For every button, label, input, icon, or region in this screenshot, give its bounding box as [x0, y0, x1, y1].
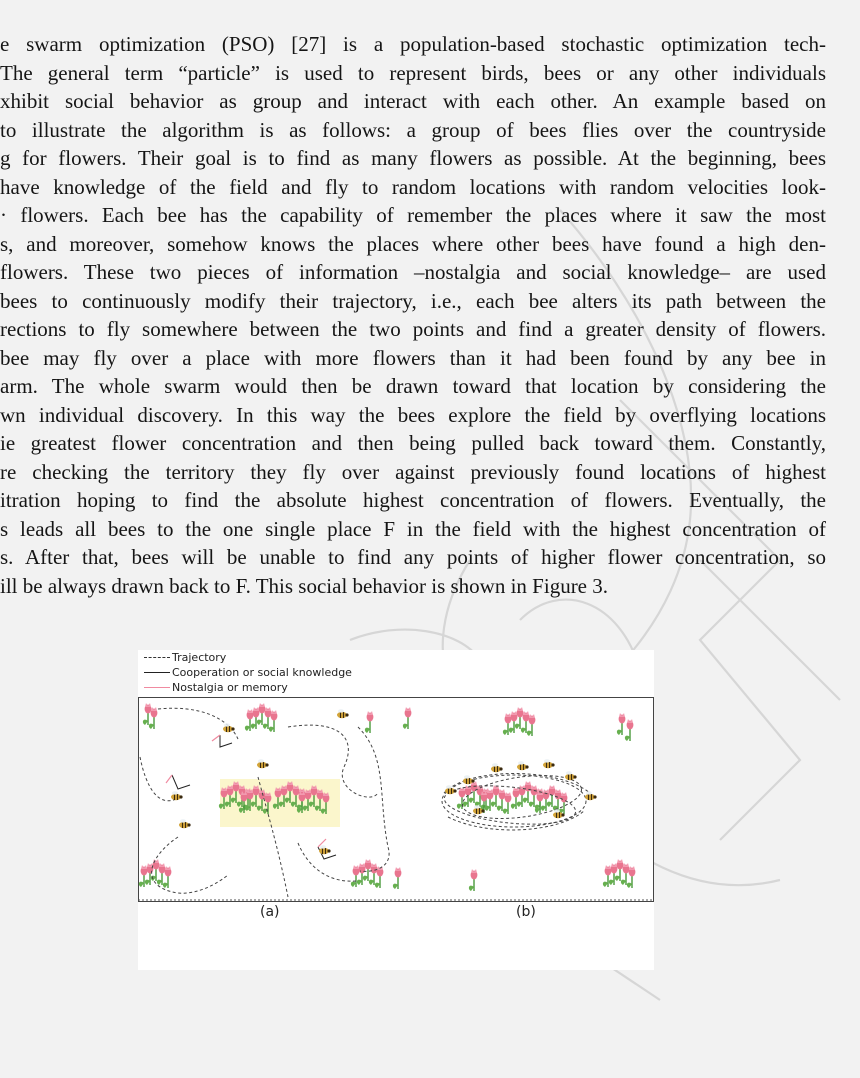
body-line: have knowledge of the field and fly to random locations with random velocities look- [0, 174, 826, 199]
body-line: arm. The whole swarm would then be drawn toward that location by considering the [0, 374, 826, 398]
body-line: bees to continuously modify their trajectory, i.e., each bee alters its path between the [0, 288, 826, 313]
legend-label: Nostalgia or memory [172, 681, 288, 694]
body-line: ill be always drawn back to F. This social behavior is shown in Figure 3. [0, 573, 609, 598]
solid-line-swatch [144, 672, 170, 673]
body-line: bee may fly over a place with more flowers than it had been found by any bee in [0, 345, 826, 370]
body-line: e swarm optimization (PSO) [27] is a population-based stochastic optimization tech- [0, 32, 826, 56]
body-line: s leads all bees to the one single place F in the field with the highest concentration of [0, 516, 826, 541]
body-line: xhibit social behavior as group and interact with each other. An example based on [0, 89, 826, 113]
body-line: g for flowers. Their goal is to find as many flowers as possible. At the beginning, bees [0, 146, 826, 170]
pink-line-swatch [144, 687, 170, 688]
figure-3 [138, 650, 654, 970]
body-line: s, and moreover, somehow knows the places where other bees have found a high den- [0, 231, 826, 256]
body-line: rections to fly somewhere between the two points and find a greater density of flowers. [0, 317, 826, 341]
legend-item-cooperation [144, 665, 352, 680]
body-line: flowers. These two pieces of information –nostalgia and social knowledge– are used [0, 260, 826, 284]
body-line: The general term “particle” is used to represent birds, bees or any other individuals [0, 60, 826, 85]
legend-label: Trajectory [172, 651, 227, 664]
swarm-illustration [138, 697, 654, 903]
body-line: to illustrate the algorithm is as follows: a group of bees flies over the countryside [0, 117, 826, 142]
subfigure-label-b: (b) [516, 904, 536, 920]
subfigure-label-a: (a) [260, 904, 280, 920]
body-line: wn individual discovery. In this way the bees explore the field by overflying locations [0, 402, 826, 427]
body-line: ie greatest flower concentration and then being pulled back toward them. Constantly, [0, 431, 826, 455]
legend-label: Cooperation or social knowledge [172, 666, 352, 679]
dashed-line-swatch [144, 657, 170, 658]
body-line: itration hoping to find the absolute highest concentration of flowers. Eventually, the [0, 488, 826, 512]
body-line: s. After that, bees will be unable to find any points of higher flower concentration, so [0, 545, 826, 569]
figure-legend [144, 650, 352, 695]
body-line: · flowers. Each bee has the capability of remember the places where it saw the most [0, 203, 826, 227]
legend-item-trajectory [144, 650, 352, 665]
legend-item-nostalgia [144, 680, 352, 695]
body-line: re checking the territory they fly over against previously found locations of highest [0, 459, 826, 484]
